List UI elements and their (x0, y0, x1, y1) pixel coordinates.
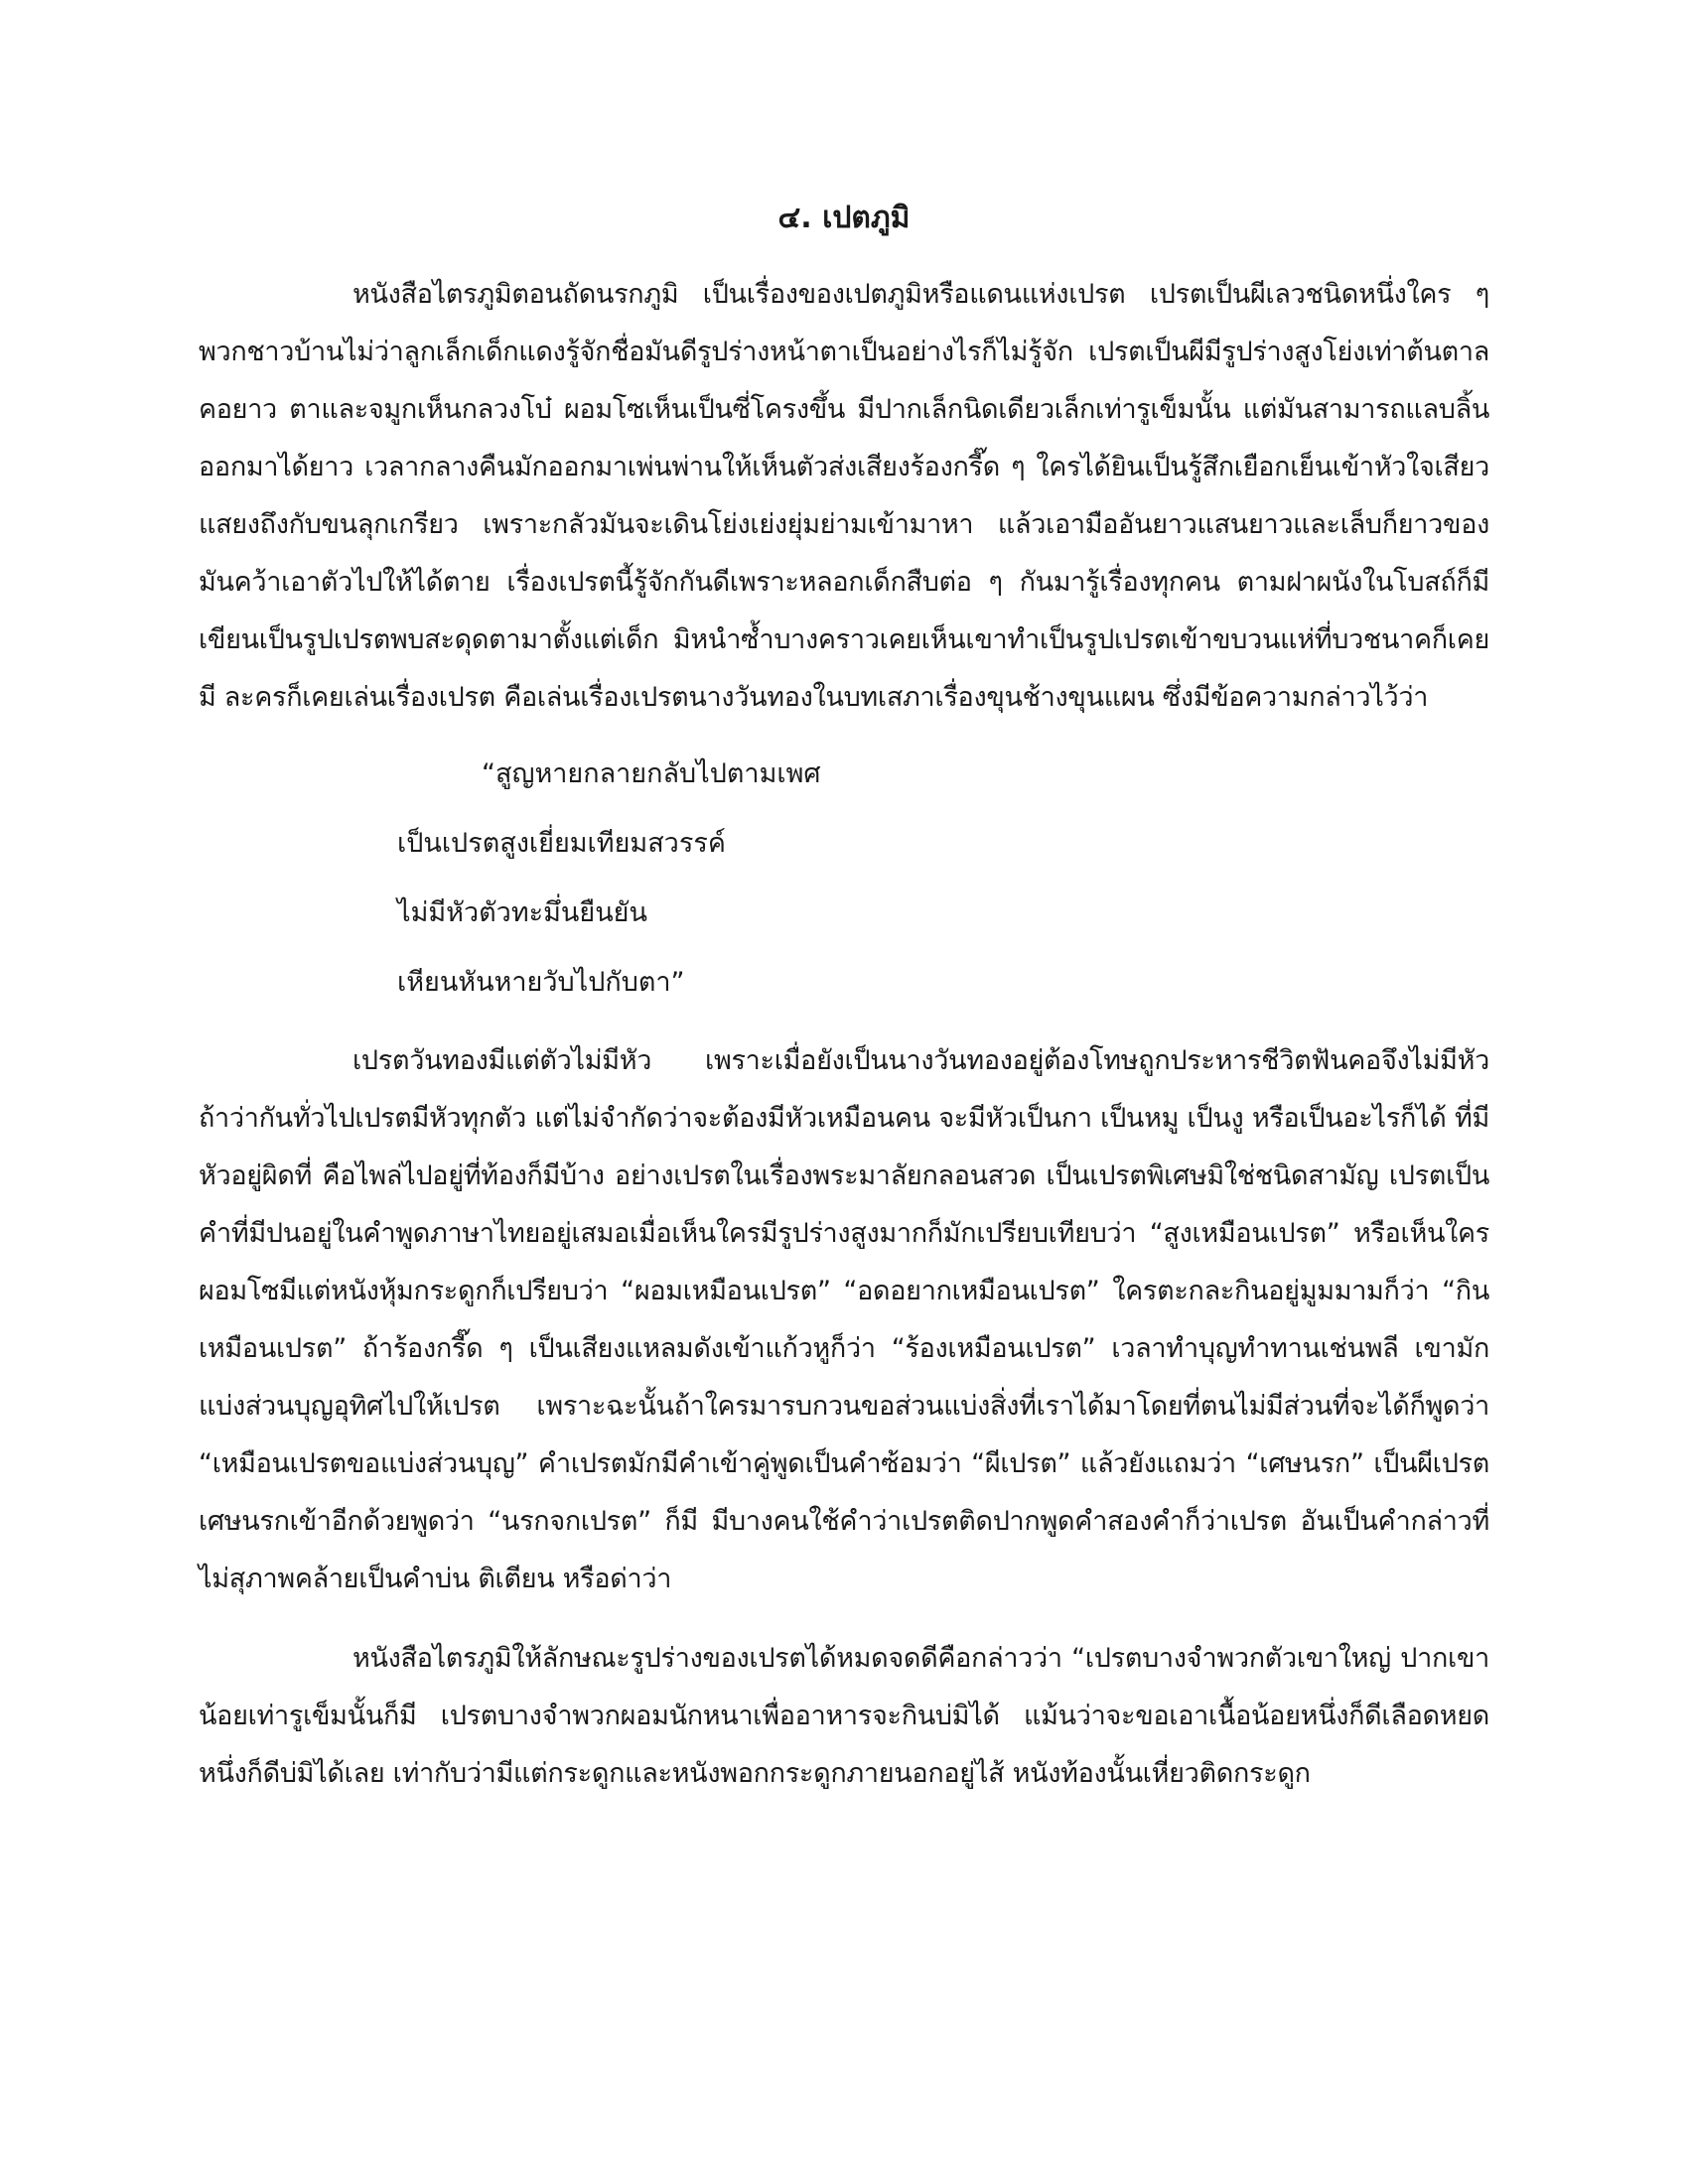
poem-line-3: ไม่มีหัวตัวทะมึ่นยืนยัน (397, 897, 647, 928)
section-title: ๔. เปตภูมิ (777, 201, 911, 235)
paragraph-2: เปรตวันทองมีแต่ตัวไม่มีหัว เพราะเมื่อยังเป็นนางวันทองอยู่ต้องโทษถูกประหารชีวิตฟันคอจึงไม่มีหัว ถ้าว่ากันทั่วไปเปรตมีหัวทุกตัว แต่ไม่จำกัดว่าจะต้องมีหัวเหมือนคน จะมีหัวเป็นกา เป็นหมู เป็นงู หรือเป็นอะไรก็ได้ ที่มีหัวอยู่ผิดที่ คือไพล่ไปอยู่ที่ท้องก็มีบ้าง อย่างเปรตในเรื่องพระมาลัยกลอนสวด เป็นเปรตพิเศษมิใช่ชนิดสามัญ เปรตเป็นคำที่มีปนอยู่ในคำพูดภาษาไทยอยู่เสมอเมื่อเห็นใครมีรูปร่างสูงมากก็มักเปรียบเทียบว่า “สูงเหมือนเปรต” หรือเห็นใครผอมโซมีแต่หนังหุ้มกระดูกก็เปรียบว่า “ผอมเหมือนเปรต” “อดอยากเหมือนเปรต” ใครตะกละกินอยู่มูมมามก็ว่า “กินเหมือนเปรต” ถ้าร้องกรี๊ด ๆ เป็นเสียงแหลมดังเข้าแก้วหูก็ว่า “ร้องเหมือนเปรต” เวลาทำบุญทำทานเช่นพลี เขามักแบ่งส่วนบุญอุทิศไปให้เปรต เพราะฉะนั้นถ้าใครมารบกวนขอส่วนแบ่งสิ่งที่เราได้มาโดยที่ตนไม่มีส่วนที่จะได้ก็พูดว่า “เหมือนเปรตขอแบ่งส่วนบุญ” คำเปรตมักมีคำเข้าคู่พูดเป็นคำซ้อมว่า “ผีเปรต” แล้วยังแถมว่า “เศษนรก” เป็นผีเปรตเศษนรกเข้าอีกด้วยพูดว่า “นรกจกเปรต” ก็มี มีบางคนใช้คำว่าเปรตติดปากพูดคำสองคำก็ว่าเปรต อันเป็นคำกล่าวที่ไม่สุภาพคล้ายเป็นคำบ่น ติเตียน หรือด่าว่า (199, 1045, 1489, 1594)
paragraph-1: หนังสือไตรภูมิตอนถัดนรกภูมิ เป็นเรื่องของเปตภูมิหรือแดนแห่งเปรต เปรตเป็นผีเลวชนิดหนึ่งใคร ๆ พวกชาวบ้านไม่ว่าลูกเล็กเด็กแดงรู้จักชื่อมันดีรูปร่างหน้าตาเป็นอย่างไรก็ไม่รู้จัก เปรตเป็นผีมีรูปร่างสูงโย่งเท่าต้นตาล คอยาว ตาและจมูกเห็นกลวงโบ๋ ผอมโซเห็นเป็นซี่โครงขึ้น มีปากเล็กนิดเดียวเล็กเท่ารูเข็มนั้น แต่มันสามารถแลบลิ้นออกมาได้ยาว เวลากลางคืนมักออกมาเพ่นพ่านให้เห็นตัวส่งเสียงร้องกรี๊ด ๆ ใครได้ยินเป็นรู้สึกเยือกเย็นเข้าหัวใจเสียวแสยงถึงกับขนลุกเกรียว เพราะกลัวมันจะเดินโย่งเย่งยุ่มย่ามเข้ามาหา แล้วเอามืออันยาวแสนยาวและเล็บก็ยาวของมันคว้าเอาตัวไปให้ได้ตาย เรื่องเปรตนี้รู้จักกันดีเพราะหลอกเด็กสืบต่อ ๆ กันมารู้เรื่องทุกคน ตามฝาผนังในโบสถ์ก็มีเขียนเป็นรูปเปรตพบสะดุดตามาตั้งแต่เด็ก มิหนำซ้ำบางคราวเคยเห็นเขาทำเป็นรูปเปรตเข้าขบวนแห่ที่บวชนาคก็เคยมี ละครก็เคยเล่นเรื่องเปรต คือเล่นเรื่องเปรตนางวันทองในบทเสภาเรื่องขุนช้างขุนแผน ซึ่งมีข้อความกล่าวไว้ว่า (199, 279, 1489, 713)
paragraph-3: หนังสือไตรภูมิให้ลักษณะรูปร่างของเปรตได้หมดจดดีคือกล่าวว่า “เปรตบางจำพวกตัวเขาใหญ่ ปากเขาน้อยเท่ารูเข็มนั้นก็มี เปรตบางจำพวกผอมนักหนาเพื่ออาหารจะกินบ่มิได้ แม้นว่าจะขอเอาเนื้อน้อยหนึ่งก็ดีเลือดหยดหนึ่งก็ดีบ่มิได้เลย เท่ากับว่ามีแต่กระดูกและหนังพอกกระดูกภายนอกอยู่ไส้ หนังท้องนั้นเหี่ยวติดกระดูก (199, 1643, 1489, 1789)
document-page (199, 199, 1489, 1985)
poem-quote (199, 754, 1489, 1003)
poem-line-4: เหียนหันหายวับไปกับตา” (397, 967, 685, 998)
poem-line-2: เป็นเปรตสูงเยี่ยมเทียมสวรรค์ (397, 828, 726, 859)
poem-line-1: “สูญหายกลายกลับไปตามเพศ (482, 758, 821, 789)
